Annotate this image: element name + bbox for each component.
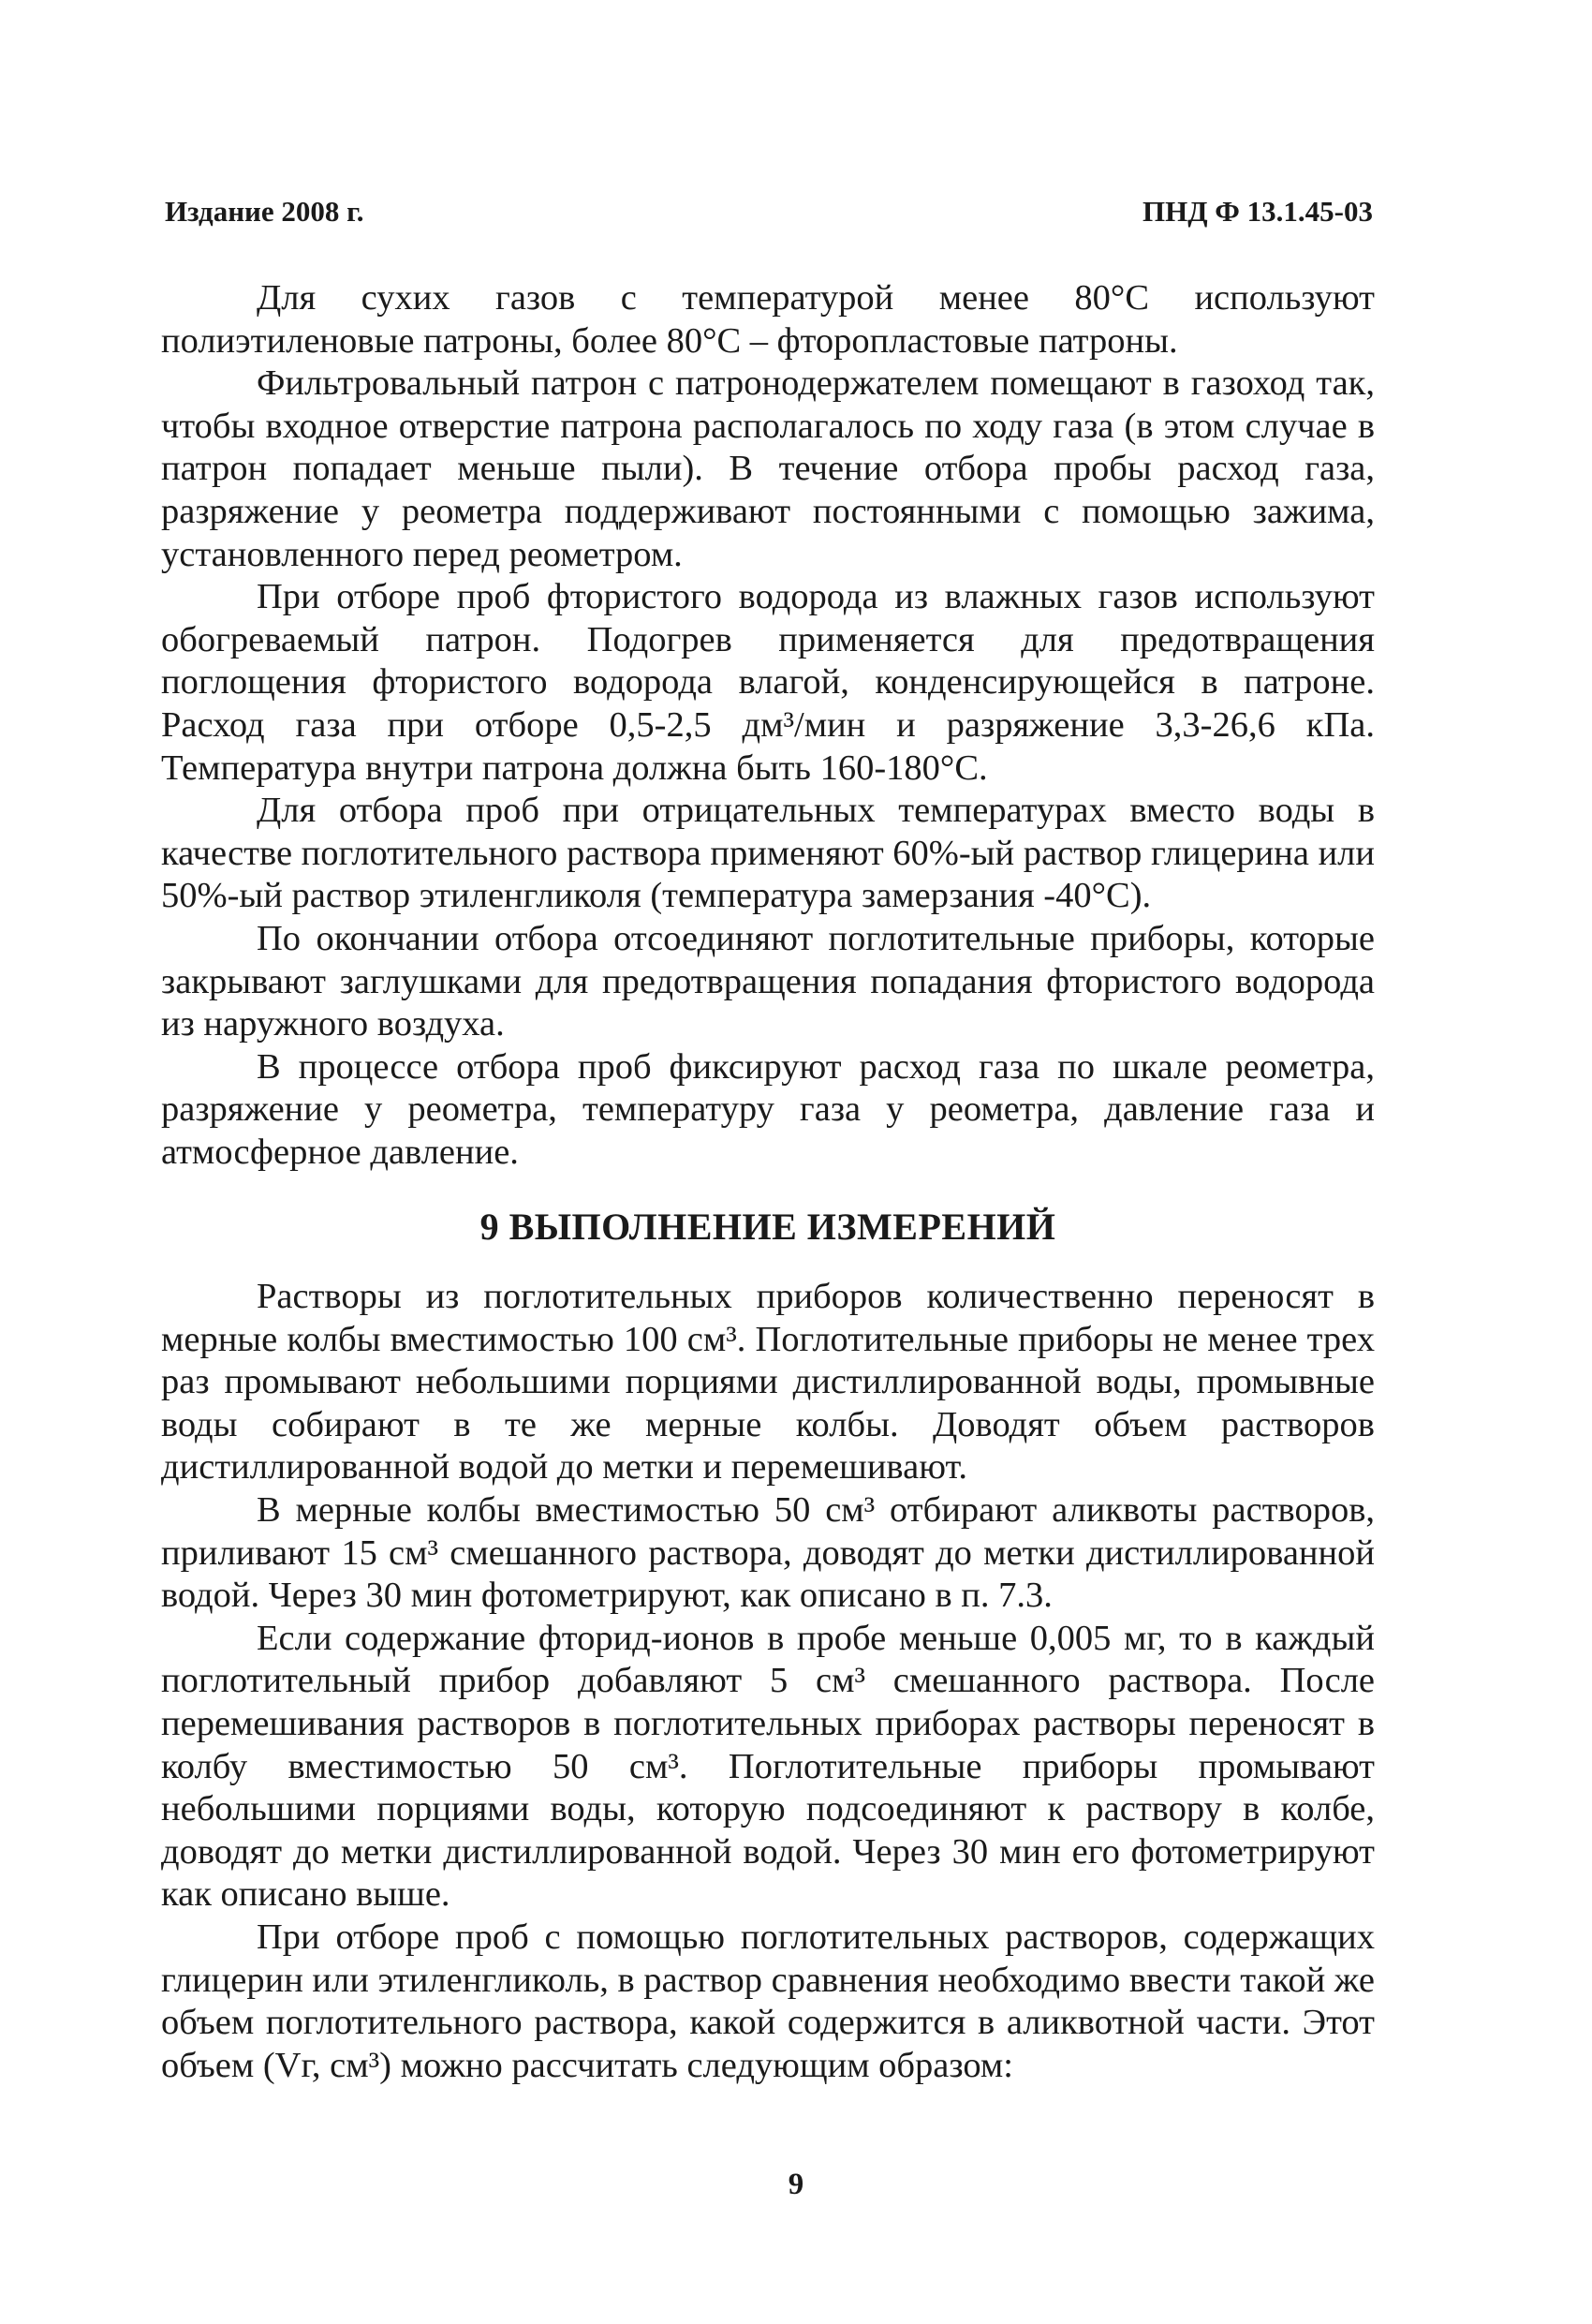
paragraph: Фильтровальный патрон с патронодержателем помещают в газоход так, чтобы входное отверстие патрона располагалось по ходу газа (в этом случае в патрон попадает меньше пыли). В течение отбора пробы расход газа, разряжение у реометра поддерживают постоянными с помощью зажима, установленного перед реометром. bbox=[161, 363, 1375, 574]
document-code: ПНД Ф 13.1.45-03 bbox=[1142, 195, 1373, 228]
section-9-heading: 9 ВЫПОЛНЕНИЕ ИЗМЕРЕНИЙ bbox=[479, 1206, 1056, 1248]
page-number: 9 bbox=[788, 2168, 804, 2201]
paragraph: Если содержание фторид-ионов в пробе меньше 0,005 мг, то в каждый поглотительный прибор добавляют 5 см³ смешанного раствора. После перемешивания растворов в поглотительных приборах растворы переносят в колбу вместимостью 50 см³. Поглотительные приборы промывают небольшими порциями воды, которую подсоединяют к раствору в колбе, доводят до метки дистиллированной водой. Через 30 мин его фотометрируют как описано выше. bbox=[161, 1618, 1375, 1915]
paragraph: Растворы из поглотительных приборов количественно переносят в мерные колбы вместимостью 100 см³. Поглотительные приборы не менее трех раз промывают небольшими порциями дистиллированной воды, промывные воды собирают в те же мерные колбы. Доводят объем растворов дистиллированной водой до метки и перемешивают. bbox=[161, 1277, 1375, 1488]
paragraph: При отборе проб с помощью поглотительных растворов, содержащих глицерин или этиленгликоль, в раствор сравнения необходимо ввести такой же объем поглотительного раствора, какой содержится в аликвотной части. Этот объем (Vг, см³) можно рассчитать следующим образом: bbox=[161, 1917, 1375, 2085]
paragraph: При отборе проб фтористого водорода из влажных газов используют обогреваемый патрон. Подогрев применяется для предотвращения поглощения фтористого водорода влагой, конденсирующейся в патроне. Расход газа при отборе 0,5-2,5 дм³/мин и разряжение 3,3-26,6 кПа. Температура внутри патрона должна быть 160-180°С. bbox=[161, 577, 1375, 788]
paragraph: В процессе отбора проб фиксируют расход газа по шкале реометра, разряжение у реометра, температуру газа у реометра, давление газа и атмосферное давление. bbox=[161, 1046, 1375, 1172]
paragraph: В мерные колбы вместимостью 50 см³ отбирают аликвоты растворов, приливают 15 см³ смешанного раствора, доводят до метки дистиллированной водой. Через 30 мин фотометрируют, как описано в п. 7.3. bbox=[161, 1489, 1375, 1616]
section-9-body bbox=[161, 1276, 1375, 2087]
paragraph: Для сухих газов с температурой менее 80°С используют полиэтиленовые патроны, более 80°С – фторопластовые патроны. bbox=[161, 278, 1375, 361]
section-8-continuation bbox=[161, 277, 1375, 1174]
edition-label: Издание 2008 г. bbox=[165, 195, 364, 228]
paragraph: Для отбора проб при отрицательных температурах вместо воды в качестве поглотительного раствора применяют 60%-ый раствор глицерина или 50%-ый раствор этиленгликоля (температура замерзания -40°С). bbox=[161, 791, 1375, 916]
paragraph: По окончании отбора отсоединяют поглотительные приборы, которые закрывают заглушками для предотвращения попадания фтористого водорода из наружного воздуха. bbox=[161, 918, 1375, 1044]
page-header bbox=[165, 195, 1373, 232]
